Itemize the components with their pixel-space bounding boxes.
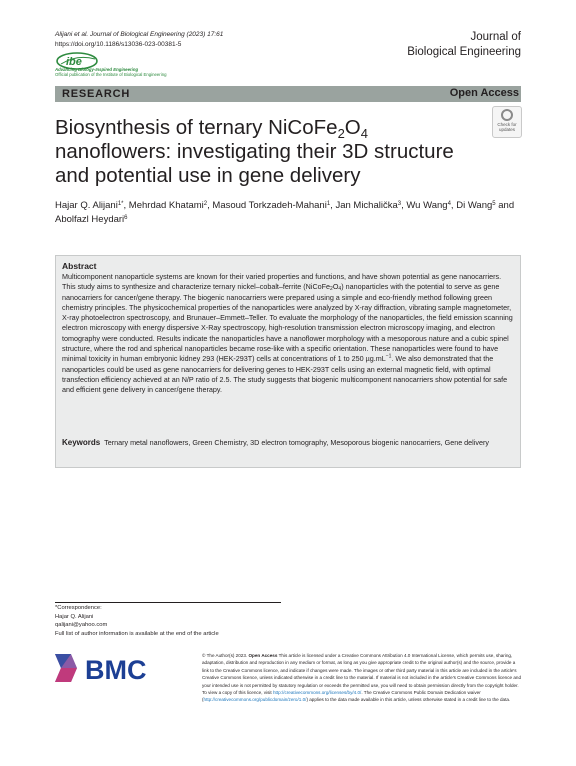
author-name[interactable]: Mehrdad Khatami [128, 200, 204, 211]
journal-name-line1: Journal of [470, 31, 521, 43]
author-separator: , [123, 200, 129, 211]
ibe-logo-tagline: Advancing Biology-Inspired Engineering [55, 67, 139, 72]
section-label: RESEARCH [62, 88, 131, 100]
author-separator: , [207, 200, 213, 211]
open-access-label: Open Access [449, 87, 519, 99]
author-affiliation: 1* [117, 201, 124, 207]
journal-name-line2: Biological Engineering [407, 46, 521, 58]
author-name[interactable]: Di Wang [456, 200, 493, 211]
correspondence-name: Hajar Q. Alijani [55, 613, 94, 620]
article-title [55, 116, 495, 188]
check-updates-icon [501, 109, 513, 121]
keywords-list: Ternary metal nanoflowers, Green Chemistry, 3D electron tomography, Mesoporous biogenic nanocarriers, Gene delivery [104, 438, 489, 447]
check-updates-line2: updates [498, 127, 515, 132]
check-updates-line1: Check for [497, 122, 517, 127]
doi-link[interactable]: https://doi.org/10.1186/s13036-023-00381-5 [55, 41, 182, 48]
abstract-text: Multicomponent nanoparticle systems are known for their varied properties and functions, and have shown potential as gene nanocarriers. This study aims to synthesize and characterize ternary nickel–cobalt–ferrite $(NiCoFe_2O_4)$ nanoparticles with the potential to serve as gene nanocarriers for cancer/gene therapy. The biogenic nanocarriers were prepared using a simple and eco-friendly method following green chemistry principles. The physicochemical properties of the nanoparticles were analyzed by X-ray diffraction, vibrating sample magnetometer, X-ray photoelectron spectroscopy, and Brunauer–Emmett–Teller. To evaluate the morphology of the nanoparticles, the field emission scanning electron microscopy with energy dispersive X-Ray spectroscopy, high-resolution transmission electron microscopy imaging, and electron tomography were conducted. Results indicate the nanoparticles have a nanoflower morphology with a mesoporous nature and a cubic spinel structure, where the rod and spherical nanoparticles became rose-like with a specific orientation. These nanoparticles were found to have minimal toxicity in human embryonic kidney 293 (HEK-293T) cells at concentrations of 1 to 250 $\mu g.mL^{-1}$. We also demonstrated that the nanoparticles could be used as gene nanocarriers for delivering genes to HEK-293T cells using an external magnetic field, with optimal transfection efficiency achieved at an N/P ratio of 2.5. The study suggests that biogenic multicomponent nanocarriers show potential for safe and efficient gene delivery in cancer/gene therapy. [62, 272, 513, 395]
correspondence-label: *Correspondence: [55, 605, 102, 611]
author-name[interactable]: Hajar Q. Alijani [55, 200, 118, 211]
author-affiliation: 1 [326, 201, 331, 207]
author-affiliation: 3 [397, 201, 402, 207]
article-citation: Alijani et al. Journal of Biological Engineering (2023) 17:61 [55, 31, 224, 38]
author-info-note: Full list of author information is available at the end of the article [55, 630, 219, 637]
title-line3: and potential use in gene delivery [55, 164, 361, 187]
abstract-heading: Abstract [62, 261, 97, 271]
ibe-logo-text: ibe [66, 56, 82, 68]
author-affiliation: 4 [447, 201, 451, 207]
author-affiliation: 2 [203, 201, 208, 207]
author-name[interactable]: Masoud Torkzadeh-Mahani [212, 200, 327, 211]
author-separator: and [495, 200, 515, 211]
bmc-logo-text: BMC [85, 655, 147, 684]
author-list [55, 199, 521, 226]
author-name[interactable]: Jan Michalička [335, 200, 398, 211]
keywords [62, 438, 514, 448]
keywords-label: Keywords [62, 438, 101, 447]
ibe-logo-subline: Official publication of the Institute of Biological Engineering [55, 72, 167, 77]
correspondence-note [55, 604, 219, 638]
license-link[interactable]: http://creativecommons.org/licenses/by/4.0/ [272, 690, 362, 696]
license-text: © The Author(s) 2023. Open Access This article is licensed under a Creative Commons Attribution 4.0 International License, which permits use, sharing, adaptation, distribution and reproduction in any medium or format, as long as you give appropriate credit to the original author(s) and the source, provide a link to the Creative Commons licence, and indicate if changes were made. The images or other third party material in this article are included in the article's Creative Commons licence, unless indicated otherwise in a credit line to the material. If material is not included in the article's Creative Commons licence and your intended use is not permitted by statutory regulation or exceeds the permitted use, you will need to obtain permission directly from the copyright holder. To view a copy of this licence, visit http://creativecommons.org/licenses/by/4.0/. The Creative Commons Public Domain Dedication waiver (http://creativecommons.org/publicdomain/zero/1.0/) applies to the data made available in this article, unless otherwise stated in a credit line to the data. [202, 653, 522, 703]
author-name[interactable]: Wu Wang [406, 200, 448, 211]
author-separator: , [401, 200, 407, 211]
ibe-logo-caption [55, 67, 166, 77]
title-line1: Biosynthesis of ternary $NiCoFe_2O_4$ [55, 116, 368, 141]
author-name[interactable]: Abolfazl Heydari [55, 213, 125, 225]
bmc-logo [55, 652, 165, 684]
journal-name [407, 30, 521, 60]
check-for-updates-button[interactable] [492, 106, 522, 138]
footnote-divider [55, 602, 281, 603]
title-line2: nanoflowers: investigating their 3D structure [55, 140, 454, 163]
author-separator: , [450, 200, 457, 211]
correspondence-email[interactable]: qalijani@yahoo.com [55, 622, 108, 629]
author-affiliation: 5 [492, 201, 496, 207]
author-affiliation: 6 [124, 214, 128, 221]
cc-zero-link[interactable]: http://creativecommons.org/publicdomain/zero/1.0/ [203, 697, 307, 703]
author-separator: , [330, 200, 336, 211]
